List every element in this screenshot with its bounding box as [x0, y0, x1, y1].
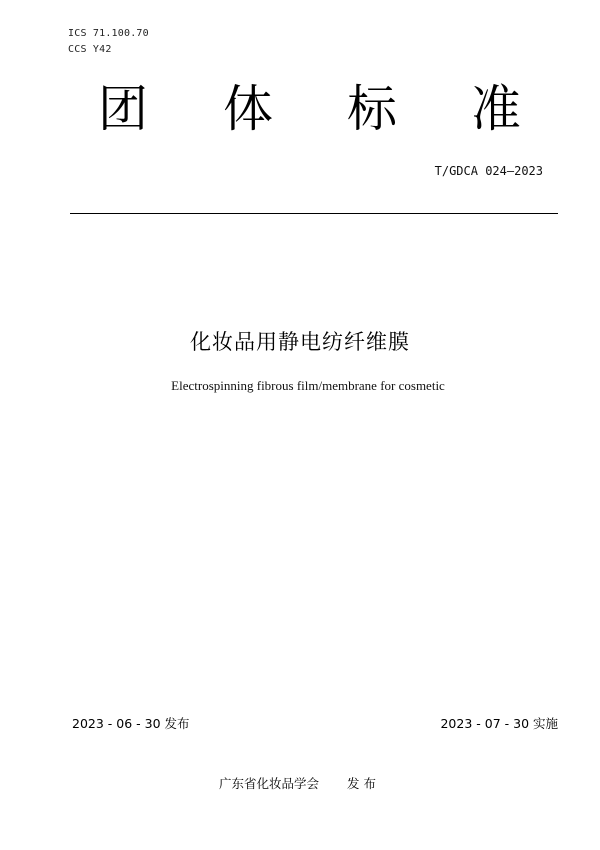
ccs-code: CCS Y42 [68, 44, 112, 55]
ics-code: ICS 71.100.70 [68, 28, 149, 39]
standard-number: T/GDCA 024—2023 [434, 164, 543, 178]
document-title-zh: 化妆品用静电纺纤维膜 [190, 330, 410, 354]
publisher-line [219, 775, 376, 793]
implement-date: 2023 - 07 - 30 实施 [440, 716, 558, 731]
header-divider [70, 213, 558, 214]
heading-char: 标 [347, 80, 397, 138]
publisher-name: 广东省化妆品学会 [219, 776, 320, 791]
heading-char: 体 [223, 80, 273, 138]
document-title-en: Electrospinning fibrous film/membrane for cosmetic [171, 378, 445, 393]
publish-date: 2023 - 06 - 30 发布 [72, 716, 190, 731]
heading-char: 团 [98, 80, 148, 138]
heading-char: 准 [471, 80, 521, 138]
publisher-action: 发 布 [347, 776, 376, 791]
standard-type-heading [40, 76, 580, 146]
